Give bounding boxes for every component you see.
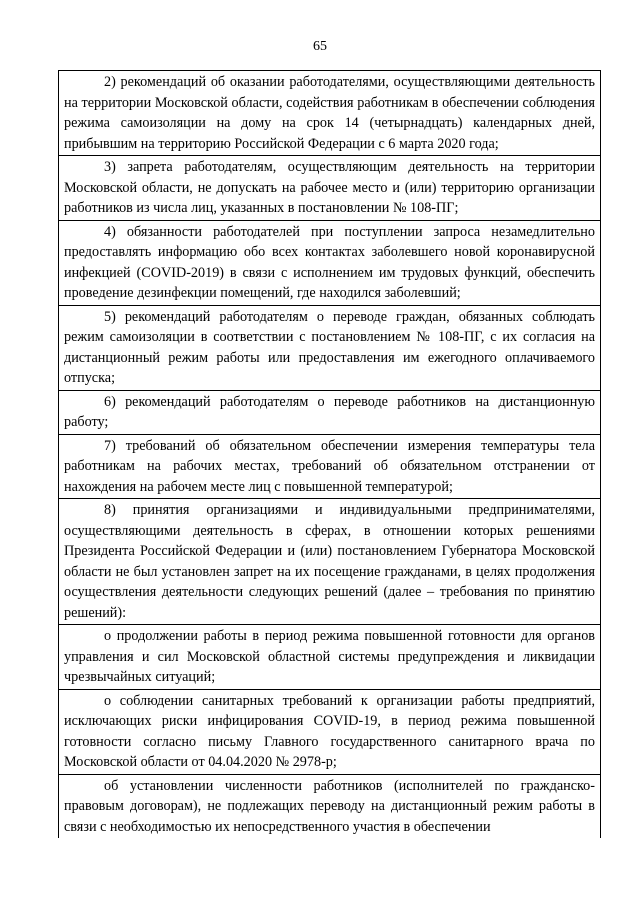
table-row (59, 690, 600, 775)
table-row (59, 499, 600, 625)
paragraph: 3) запрета работодателям, осуществляющим деятельность на территории Московской области, не допускать на рабочее место и (или) территорию организации работников из числа лиц, указанных в постановлении № 108-ПГ; (64, 159, 595, 216)
paragraph: 8) принятия организациями и индивидуальными предпринимателями, осуществляющими деятельность в сферах, в отношении которых решениями Президента Российской Федерации и (или) постановлением Губернатора Московской области не был установлен запрет на их посещение гражданами, в целях продолжения осуществления деятельности следующих решений (далее – требования по принятию решений): (64, 502, 595, 621)
paragraph: о соблюдении санитарных требований к организации работы предприятий, исключающих риски инфицирования COVID-19, в период режима повышенной готовности согласно письму Главного государственного санитарного врача по Московской области от 04.04.2020 № 2978-р; (64, 692, 595, 770)
paragraph: 5) рекомендаций работодателям о переводе граждан, обязанных соблюдать режим самоизоляции в соответствии с постановлением № 108-ПГ, с их согласия на дистанционный режим работы или предоставления им ежегодного оплачиваемого отпуска; (64, 308, 595, 386)
paragraph: 7) требований об обязательном обеспечении измерения температуры тела работникам на рабочих местах, требований об обязательном отстранении от нахождения на рабочем месте лиц с повышенной температурой; (64, 437, 595, 495)
table-row (59, 221, 600, 306)
table-row (59, 435, 600, 500)
paragraph: 4) обязанности работодателей при поступлении запроса незамедлительно предоставлять информацию обо всех контактах заболевшего новой коронавирусной инфекцией (COVID-2019) в связи с исполнением им трудовых функций, обеспечить проведение дезинфекции помещений, где находился заболевший; (64, 223, 595, 301)
paragraph: 6) рекомендаций работодателям о переводе работников на дистанционную работу; (64, 393, 595, 430)
paragraph: о продолжении работы в период режима повышенной готовности для органов управления и сил Московской областной системы предупреждения и ликвидации чрезвычайных ситуаций; (64, 628, 595, 685)
table-row (59, 625, 600, 690)
document-table (58, 70, 601, 838)
paragraph: 2) рекомендаций об оказании работодателями, осуществляющими деятельность на территории Московской области, содействия работникам в обеспечении соблюдения режима самоизоляции на дому на срок 14 (четырнадцать) календарных дней, прибывшим на территорию Российской Федерации с 6 марта 2020 года; (64, 74, 595, 152)
table-row (59, 71, 600, 156)
table-row (59, 391, 600, 435)
table-row (59, 306, 600, 391)
table-row (59, 156, 600, 221)
page-number: 65 (313, 39, 327, 54)
table-row (59, 775, 600, 839)
paragraph: об установлении численности работников (исполнителей по гражданско-правовым договорам), не подлежащих переводу на дистанционный режим работы в связи с необходимостью их непосредственного участия в обеспечении (64, 777, 595, 835)
